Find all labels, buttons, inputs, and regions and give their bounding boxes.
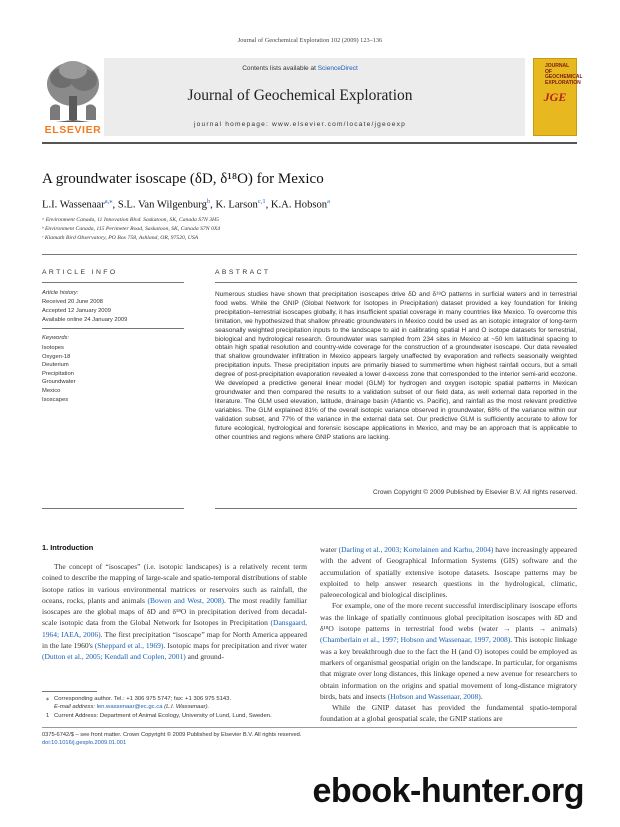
email-label: E-mail address: (54, 704, 97, 710)
affiliation-a: ᵃ Environment Canada, 11 Innovation Blvd. Saskatoon, SK, Canada S7N 3H5 (42, 217, 219, 223)
citation-link[interactable]: (Hobson and Wassenaar, 2008) (387, 691, 481, 701)
author-name: K.A. Hobson (270, 199, 328, 211)
keyword: Mexico (42, 387, 61, 394)
page-footer-divider (42, 727, 577, 728)
author-affiliation-marker[interactable]: a,⁎ (104, 198, 113, 205)
issn-line: 0375-6742/$ – see front matter. Crown Copyright © 2009 Published by Elsevier B.V. All rights reserved. (42, 732, 302, 738)
history-label: Article history: (42, 290, 79, 296)
body-text: . The most readily familiar isoscapes are the global maps of δD and δ¹⁸O in precipitation derived from decadal-scale isotopic data from the Global Network for Isotopes in Precipitation (42, 595, 308, 628)
author-name: K. Larson (215, 199, 258, 211)
history-accepted: Accepted 12 January 2009 (42, 308, 111, 314)
sciencedirect-link[interactable]: ScienceDirect (317, 65, 358, 72)
body-text: water (320, 545, 339, 554)
current-address-footnote: Current Address: Department of Animal Ecology, University of Lund, Lund, Sweden. (54, 713, 272, 719)
corresponding-author-footnote: Corresponding author. Tel.: +1 306 975 5747; fax: +1 306 975 5143. (54, 696, 232, 702)
keyword: Isoscapes (42, 396, 69, 403)
citation-link[interactable]: (Bowen and West, 2008) (147, 595, 225, 605)
footnote-marker: ⁎ (46, 696, 49, 702)
footnote-marker: 1 (46, 713, 50, 719)
intro-left-column (42, 561, 307, 663)
author-affiliation-marker[interactable]: a (327, 198, 330, 205)
author-affiliation-marker[interactable]: b (206, 198, 211, 205)
keywords-list (42, 344, 76, 404)
author-affiliation-marker[interactable]: c,1 (257, 198, 266, 205)
keywords-label: Keywords: (42, 335, 70, 341)
abstract-heading: ABSTRACT (215, 269, 271, 276)
contents-line (75, 65, 525, 72)
body-text: and ground- (185, 652, 225, 662)
journal-homepage[interactable]: journal homepage: www.elsevier.com/locate/jgeoexp (193, 121, 406, 128)
email-suffix: (L.I. Wassenaar). (162, 704, 210, 710)
body-text: have increasingly appeared with the advent of Geographical Information Systems (GIS) software and the accumulation of spatially extensive isotope datasets. Isoscape patterns may be exploited to help answer research questions in the hydrological, climatic, paleoecological and biological disciplines. (320, 545, 578, 600)
keyword: Isotopes (42, 345, 64, 351)
intro-paragraph (320, 544, 577, 600)
body-text: While the GNIP dataset has provided the fundamental spatio-temporal foundation at a global geospatial scale, the GNIP stations are (320, 703, 577, 724)
body-text: . This isotopic linkage was a key breakthrough due to the fact the H (and O) isotopes could be employed as markers of organismal geospatial origin on the landscape. In particular, for organisms that migrate over long distances, this linkage opened a new avenue for researchers to obtain information on the origins and spatial movement of long-distance migratory birds, bats and insects (320, 635, 577, 701)
keyword: Deuterium (42, 362, 69, 369)
author-name: S.L. Van Wilgenburg (117, 199, 207, 211)
citation-link[interactable]: (Darling et al., 2003; Kortelainen and Karhu, 2004) (338, 545, 494, 554)
intro-paragraph (320, 702, 577, 725)
article-info-heading: ARTICLE INFO (42, 269, 118, 276)
elsevier-wordmark: ELSEVIER (44, 124, 102, 136)
keyword: Oxygen-18 (42, 353, 71, 360)
doi-link[interactable]: doi:10.1016/j.gexplo.2009.01.001 (42, 740, 127, 746)
introduction-heading: 1. Introduction (42, 543, 94, 552)
header-divider (42, 142, 577, 144)
affiliation-divider (42, 254, 577, 255)
abstract-text: Numerous studies have shown that precipitation isoscapes drive δD and δ¹⁸O patterns in surficial waters and in terrestrial food webs. While the GNIP (Global Network for Isotopes in Precipitation) dataset provided a key foundation for linking precipitation–terrestrial isoscapes globally, it has insufficient spatial coverage in many countries like Mexico. To overcome this limitation, we hypothesized that shallow phreatic groundwaters in Mexico could be used as an isotopic integrator of long-term seasonally weighted precipitation inputs to the landscape to aid in calibrating spatial H and O isotope datasets for terrestrial, biological and hydrological research. Groundwater was sampled from 234 sites in Mexico at ~50 km latitudinal spacing to obtain high spatial resolution and country-wide coverage for the construction of a groundwater isoscape. Our data revealed that shallow groundwater infiltration in Mexico appears largely unaffected by evaporation and reflects seasonally weighted precipitation inputs. These precipitation inputs are primarily biased to summertime when highest rainfall occurs, but a small degree of post-precipitation evaporation revealed a lower d-excess zone that corresponded to the interior semi-arid ecozone. We developed a predictive general linear model (GLM) for hydrogen and oxygen isotopic spatial patterns in Mexican groundwater and then compared the results to a validation subset of our field data, as well external data reported in the literature. The GLM used elevation, latitude, drainage basin (Atlantic vs. Pacific), and rainfall as the most relevant predictive variables. The GLM explained 81% of the overall isotopic variance observed in groundwater, 68% of the variance within our validation subset, and 77% of the variance in the external data set. Our predictive GLM is sufficiently accurate to allow for future ecological, hydrological and forensic isoscape applications in Mexico, and may be an approach that is applicable to other countries and regions where GNIP stations are lacking. (215, 291, 577, 441)
citation-link[interactable]: (Chamberlain et al., 1997; Hobson and Wassenaar, 1997, 2008) (320, 635, 511, 645)
citation-link[interactable]: (Dutton et al., 2005; Kendall and Coplen, 2001) (42, 652, 186, 662)
body-text: For example, one of the more recent successful interdisciplinary isoscape efforts was the linkage of spatially continuous global precipitation isoscapes with δD and δ¹⁸O isotope patterns in terrestrial food webs (water → plants → animals) (320, 601, 577, 634)
history-online: Available online 24 January 2009 (42, 317, 128, 323)
author-list: L.I. Wassenaar$^{a,⁎}$, S.L. Van Wilgenburg$^b$, K. Larson$^{c,1}$, K.A. Hobson$^a$ (42, 198, 330, 211)
keyword: Precipitation (42, 370, 74, 377)
history-received: Received 20 June 2008 (42, 299, 103, 305)
body-text: . The first precipitation “isoscape” map for North America appeared in the late 1960's (42, 629, 307, 651)
cover-title: JOURNAL OF GEOCHEMICAL EXPLORATION (545, 63, 583, 86)
divider (215, 508, 577, 509)
intro-right-column (320, 544, 577, 725)
body-text: . Isotopic maps for precipitation and river water (163, 641, 307, 651)
divider (42, 508, 184, 509)
affiliation-c: ᶜ Klamath Bird Observatory, PO Box 758, Ashland, OR, 97520, USA (42, 235, 199, 241)
journal-citation: Journal of Geochemical Exploration 102 (2009) 123–136 (237, 37, 383, 44)
article-title: A groundwater isoscape (δD, δ¹⁸O) for Mexico (42, 171, 324, 187)
affiliation-b: ᵇ Environment Canada, 115 Perimeter Road, Saskatoon, SK, Canada S7N 0X4 (42, 226, 221, 232)
citation-link[interactable]: (Dansgaard, 1964; IAEA, 2006) (42, 618, 307, 639)
email-link[interactable]: len.wassenaar@ec.gc.ca (96, 704, 163, 710)
divider (42, 328, 184, 329)
body-text: . (480, 691, 483, 701)
footnote-divider (42, 691, 97, 692)
divider (215, 282, 577, 283)
intro-paragraph (320, 600, 577, 702)
abstract-copyright: Crown Copyright © 2009 Published by Elsevier B.V. All rights reserved. (373, 489, 577, 496)
keyword: Groundwater (42, 379, 76, 386)
watermark: ebook-hunter.org (312, 772, 584, 810)
author-name: L.I. Wassenaar (42, 199, 105, 211)
cover-abbrev: JGE (543, 90, 567, 104)
journal-name: Journal of Geochemical Exploration (187, 87, 413, 104)
body-text: The concept of “isoscapes” (i.e. isotopic landscapes) is a relatively recent term coined to describe the mapping of large-scale and spatio-temporal distributions of stable isotope ratios in various environmental matrices or reservoirs such as rainfall, the oceans, rocks, plants and animals (42, 562, 307, 605)
citation-link[interactable]: (Sheppard et al., 1969) (94, 641, 164, 651)
divider (42, 282, 184, 283)
contents-prefix: Contents lists available at (242, 65, 318, 72)
email-footnote (54, 704, 209, 710)
